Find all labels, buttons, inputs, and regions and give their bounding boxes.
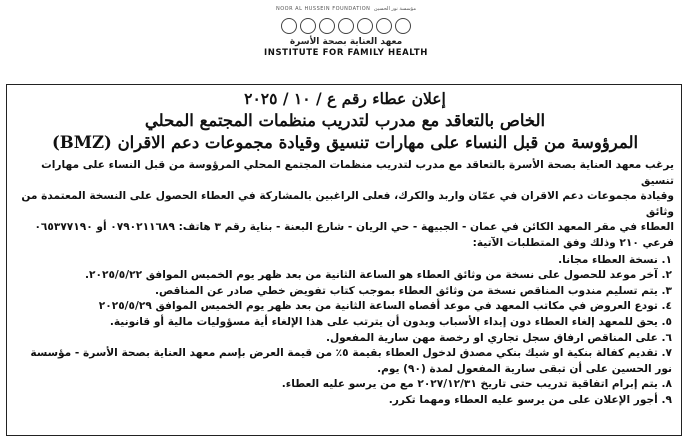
logo-arabic-name: معهد العناية بصحة الأسرة — [289, 37, 403, 47]
institute-logo — [258, 6, 434, 78]
condition-item: ٢. آخر موعد للحصول على نسخة من وثائق العطاء هو الساعة الثانية من بعد ظهر يوم الخميس الموافق ٢٠٢٥/٥/٢٢. — [85, 269, 672, 282]
tender-subject-title: الخاص بالتعاقد مع مدرب لتدريب منظمات المجتمع المحلي — [144, 111, 546, 130]
logo-foundation-ar: مؤسسة نور الحسين — [373, 6, 416, 12]
intro-line: يرغب معهد العناية بصحة الأسرة بالتعاقد مع مدرب لتدريب منظمات المجتمع المحلي المرؤوسة من قبل النساء على مهارات تنسيق — [41, 159, 674, 187]
condition-item: ٤. تودع العروض في مكاتب المعهد في موعد أقصاه الساعة الثانية من بعد ظهر يوم الخميس الموافق ٢٠٢٥/٥/٢٩ — [98, 300, 672, 313]
logo-foundation-line — [258, 6, 434, 12]
condition-item: ٣. يتم تسليم مندوب المناقص نسخة من وثائق العطاء بموجب كتاب تفويض خطي صادر عن المناقص. — [154, 284, 672, 297]
intro-line: فرعي ٢١٠ وذلك وفق المتطلبات الآتية: — [472, 236, 674, 249]
conditions-list — [14, 253, 674, 409]
announcement-titles — [12, 88, 678, 154]
condition-item: ٦. على المناقص ارفاق سجل تجاري او رخصة مهن سارية المفعول. — [325, 331, 672, 344]
condition-item: ٨. يتم إبرام اتفاقية تدريب حتى تاريخ ٢٠٢٧/١٢/٣١ مع من يرسو عليه العطاء. — [281, 378, 672, 391]
intro-paragraph — [14, 158, 674, 252]
condition-item: ٩. أجور الإعلان على من يرسو عليه العطاء ومهما تكرر. — [388, 393, 672, 406]
tender-subject-subtitle: المرؤوسة من قبل النساء على مهارات تنسيق وقيادة مجموعات دعم الاقران (BMZ) — [51, 133, 639, 152]
intro-line: العطاء في مقر المعهد الكائن في عمان - الجبيهة - حي الريان - شارع البعنة - بناية رقم ٣ هاتف: ٠٧٩٠٢١١٦٨٩ أو ٠٦٥٣٧٧١٩٠ — [34, 221, 674, 234]
condition-item: ٥. يحق للمعهد إلغاء العطاء دون إبداء الأسباب وبدون أن يترتب على هذا الإلغاء أية مسؤوليات مالية أو قانونية. — [109, 315, 672, 328]
condition-item: ٧. تقديم كفالة بنكية او شيك بنكي مصدق لدخول العطاء بقيمة ٥٪ من قيمة العرض بإسم معهد العناية بصحة الأسرة - مؤسسة نور الحسين على أن تبقى سارية المفعول لمدة (٩٠) يوم. — [30, 347, 672, 375]
logo-english-name: INSTITUTE FOR FAMILY HEALTH — [263, 48, 429, 58]
announcement-body — [14, 158, 674, 409]
logo-circles-icon — [258, 18, 434, 34]
tender-number-title: إعلان عطاء رقم ع / ١٠ / ٢٠٢٥ — [244, 89, 446, 108]
logo-foundation-en: NOOR AL HUSSEIN FOUNDATION — [276, 6, 371, 12]
condition-item: ١. نسخة العطاء مجانا. — [558, 253, 672, 266]
intro-line: وقيادة مجموعات دعم الاقران في عمّان واربد والكرك، فعلى الراغبين بالمشاركة في العطاء الحصول على النسخة المعتمدة من وثائق — [21, 190, 674, 218]
